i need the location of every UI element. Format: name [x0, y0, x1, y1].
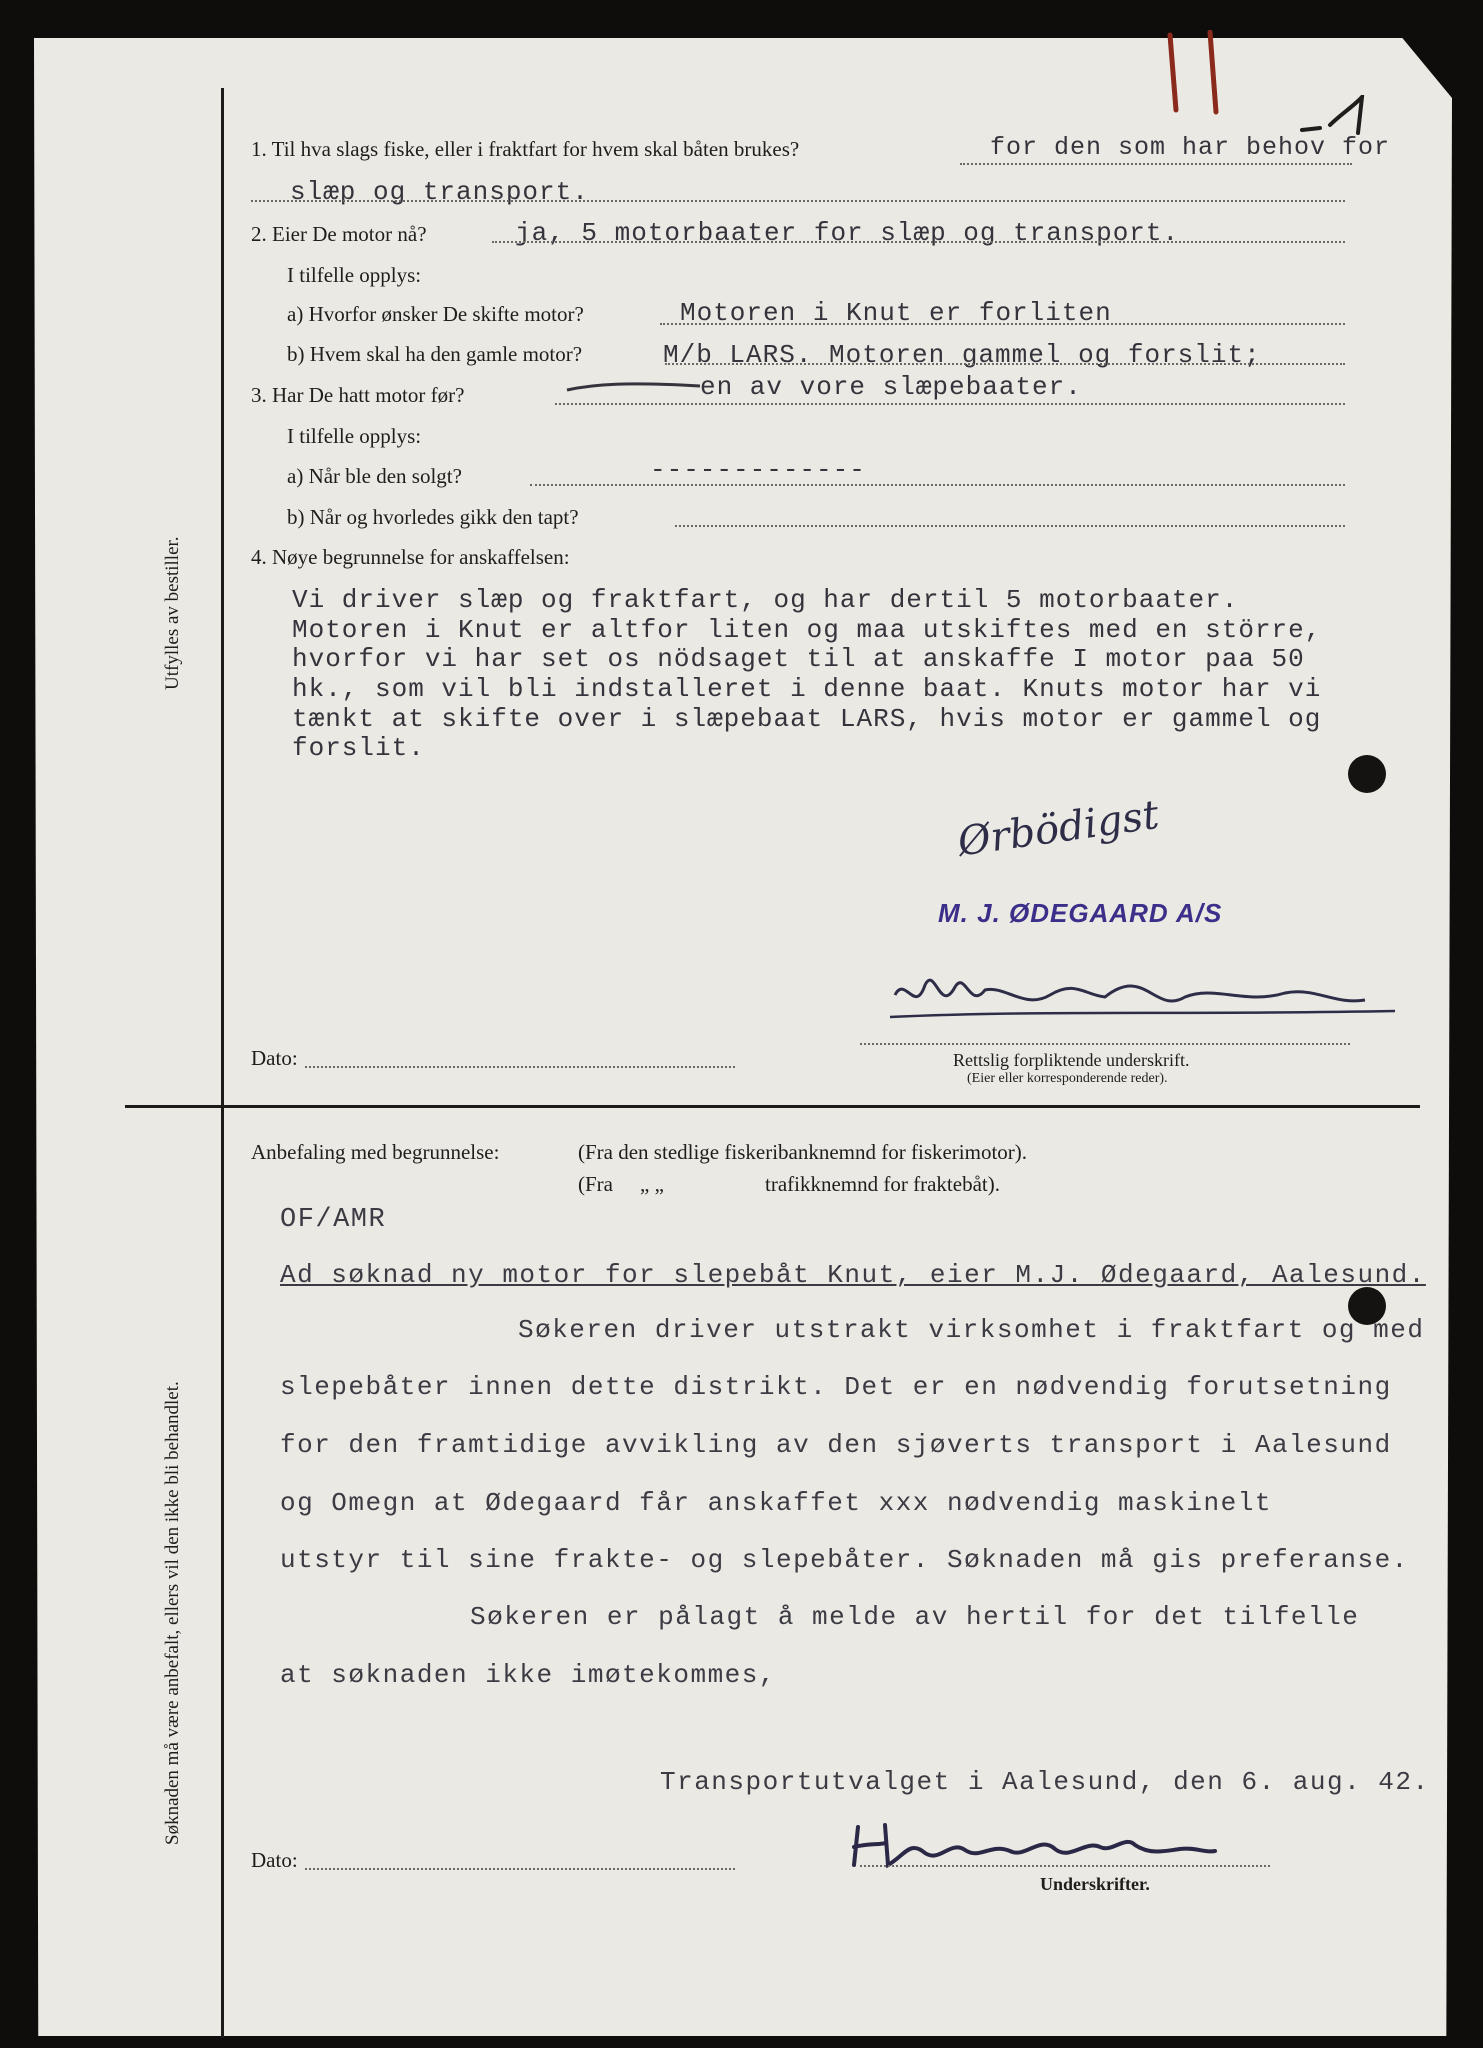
- punch-hole-1: [1348, 755, 1386, 793]
- company-stamp: M. J. ØDEGAARD A/S: [938, 898, 1223, 928]
- recommendation-from-2-rest: trafikknemnd for fraktebåt).: [765, 1172, 1000, 1196]
- signature-caption: Rettslig forpliktende underskrift.: [953, 1050, 1190, 1070]
- para2-line-2: at søknaden ikke imøtekommes,: [280, 1660, 776, 1690]
- date-label-2: Dato:: [251, 1848, 298, 1872]
- date-label-1: Dato:: [251, 1046, 298, 1070]
- recommendation-from-2-ditto: „ „: [640, 1172, 664, 1196]
- handwritten-signature: [885, 955, 1405, 1030]
- place-date: Transportutvalget i Aalesund, den 6. aug. 42.: [660, 1767, 1430, 1797]
- q4-line-1: Vi driver slæp og fraktfart, og har dertil 5 motorbaater.: [292, 585, 1239, 615]
- q3-answer: en av vore slæpebaater.: [700, 372, 1082, 402]
- q4-line-5: tænkt at skifte over i slæpebaat LARS, hvis motor er gammel og: [292, 704, 1322, 734]
- q2-sub-intro: I tilfelle opplys:: [287, 263, 422, 287]
- q2-answer: ja, 5 motorbaater for slæp og transport.: [515, 218, 1180, 248]
- recommendation-from-1: (Fra den stedlige fiskeribanknemnd for fiskerimotor).: [578, 1140, 1028, 1164]
- reference-code: OF/AMR: [280, 1205, 387, 1235]
- q2-label: 2. Eier De motor nå?: [251, 222, 427, 246]
- q1-answer-1: for den som har behov for: [990, 133, 1391, 162]
- q2a-answer: Motoren i Knut er forliten: [680, 298, 1112, 328]
- q4-line-6: forslit.: [292, 733, 425, 763]
- q4-line-2: Motoren i Knut er altfor liten og maa utskiftes med en större,: [292, 615, 1322, 645]
- q3a-answer: -------------: [650, 455, 866, 485]
- left-frame-line: [221, 88, 224, 2038]
- red-pencil-marks: [1160, 30, 1230, 120]
- q4-label: 4. Nøye begrunnelse for anskaffelsen:: [251, 545, 570, 569]
- recommendation-heading: Ad søknad ny motor for slepebåt Knut, eier M.J. Ødegaard, Aalesund.: [280, 1260, 1426, 1290]
- q3a-label: a) Når ble den solgt?: [287, 464, 462, 488]
- q2a-label: a) Hvorfor ønsker De skifte motor?: [287, 302, 584, 326]
- q2b-answer: M/b LARS. Motoren gammel og forslit;: [663, 340, 1261, 370]
- q3-dash-stroke: [565, 378, 705, 398]
- para1-line-5: utstyr til sine frakte- og slepebåter. Søknaden må gis preferanse.: [280, 1545, 1409, 1575]
- sidebar-bottom-label: Søknaden må være anbefalt, ellers vil den ikke bli behandlet.: [162, 1381, 183, 1845]
- para1-line-1: Søkeren driver utstrakt virksomhet i fraktfart og med: [518, 1315, 1425, 1345]
- para2-line-1: Søkeren er pålagt å melde av hertil for det tilfelle: [470, 1602, 1360, 1632]
- q3b-label: b) Når og hvorledes gikk den tapt?: [287, 505, 579, 529]
- signature-caption-sub: (Eier eller korresponderende reder).: [967, 1071, 1168, 1086]
- q1-answer-2: slæp og transport.: [290, 177, 589, 207]
- ink-mark-icon: [1300, 95, 1380, 140]
- q1-label: 1. Til hva slags fiske, eller i fraktfart for hvem skal båten brukes?: [251, 137, 800, 161]
- form-page: [34, 38, 1452, 2036]
- recommendation-label: Anbefaling med begrunnelse:: [251, 1140, 500, 1164]
- section-divider: [125, 1105, 1420, 1108]
- para1-line-4: og Omegn at Ødegaard får anskaffet xxx nødvendig maskinelt: [280, 1488, 1272, 1518]
- para1-line-2: slepebåter innen dette distrikt. Det er en nødvendig forutsetning: [280, 1372, 1392, 1402]
- q4-line-3: hvorfor vi har set os nödsaget til at anskaffe I motor paa 50: [292, 644, 1305, 674]
- q3-sub-intro: I tilfelle opplys:: [287, 424, 422, 448]
- recommendation-from-2-prefix: (Fra: [578, 1172, 613, 1196]
- handwritten-greeting: Ørbödigst: [955, 791, 1162, 866]
- q3-label: 3. Har De hatt motor før?: [251, 383, 465, 407]
- para1-line-3: for den framtidige avvikling av den sjøverts transport i Aalesund: [280, 1430, 1392, 1460]
- q2b-label: b) Hvem skal ha den gamle motor?: [287, 342, 583, 366]
- sidebar-top-label: Utfylles av bestiller.: [162, 536, 183, 690]
- q4-line-4: hk., som vil bli indstalleret i denne baat. Knuts motor har vi: [292, 674, 1322, 704]
- signatures-caption: Underskrifter.: [1040, 1874, 1150, 1894]
